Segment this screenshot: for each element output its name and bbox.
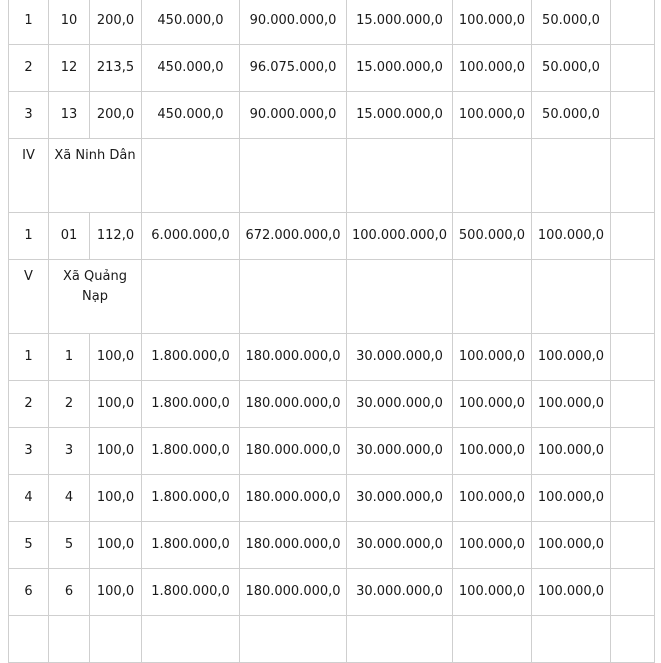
empty-cell [532, 139, 611, 213]
cost-c-cell: 100.000,0 [532, 334, 611, 381]
cost-a-cell: 30.000.000,0 [347, 381, 453, 428]
stt-cell: 3 [9, 428, 49, 475]
total-value-cell [240, 616, 347, 663]
total-value-cell: 180.000.000,0 [240, 334, 347, 381]
unit-price-cell [142, 616, 240, 663]
note-cell [611, 334, 655, 381]
unit-price-cell: 450.000,0 [142, 92, 240, 139]
area-cell: 100,0 [90, 334, 142, 381]
section-row [9, 139, 655, 213]
parcel-no-cell: 5 [49, 522, 90, 569]
parcel-no-cell [49, 616, 90, 663]
empty-cell [453, 260, 532, 334]
empty-cell [240, 260, 347, 334]
table-row [9, 92, 655, 139]
parcel-no-cell: 3 [49, 428, 90, 475]
unit-price-cell: 450.000,0 [142, 45, 240, 92]
land-price-table [8, 0, 655, 663]
total-value-cell: 180.000.000,0 [240, 475, 347, 522]
empty-cell [347, 139, 453, 213]
parcel-no-cell: 10 [49, 0, 90, 45]
empty-cell [532, 260, 611, 334]
total-value-cell: 672.000.000,0 [240, 213, 347, 260]
table-row [9, 522, 655, 569]
unit-price-cell: 450.000,0 [142, 0, 240, 45]
total-value-cell: 180.000.000,0 [240, 569, 347, 616]
total-value-cell: 90.000.000,0 [240, 0, 347, 45]
empty-cell [240, 139, 347, 213]
cost-c-cell: 50.000,0 [532, 45, 611, 92]
stt-cell: 1 [9, 334, 49, 381]
table-row [9, 0, 655, 45]
parcel-no-cell: 13 [49, 92, 90, 139]
empty-cell [142, 139, 240, 213]
empty-cell [453, 139, 532, 213]
cost-a-cell: 30.000.000,0 [347, 334, 453, 381]
total-value-cell: 180.000.000,0 [240, 428, 347, 475]
note-cell [611, 92, 655, 139]
area-cell: 100,0 [90, 381, 142, 428]
empty-cell [347, 260, 453, 334]
parcel-no-cell: 01 [49, 213, 90, 260]
stt-cell: 2 [9, 381, 49, 428]
section-row [9, 260, 655, 334]
empty-cell [611, 260, 655, 334]
empty-cell [611, 139, 655, 213]
stt-cell: 1 [9, 0, 49, 45]
unit-price-cell: 1.800.000,0 [142, 522, 240, 569]
cost-c-cell: 100.000,0 [532, 213, 611, 260]
unit-price-cell: 1.800.000,0 [142, 475, 240, 522]
cost-b-cell: 100.000,0 [453, 92, 532, 139]
stt-cell: 6 [9, 569, 49, 616]
stt-cell [9, 616, 49, 663]
table-row [9, 381, 655, 428]
table-row [9, 213, 655, 260]
cost-c-cell: 100.000,0 [532, 475, 611, 522]
cost-c-cell: 50.000,0 [532, 0, 611, 45]
unit-price-cell: 1.800.000,0 [142, 381, 240, 428]
cost-a-cell: 30.000.000,0 [347, 475, 453, 522]
note-cell [611, 428, 655, 475]
note-cell [611, 569, 655, 616]
stt-cell: 1 [9, 213, 49, 260]
cost-a-cell [347, 616, 453, 663]
cost-a-cell: 30.000.000,0 [347, 428, 453, 475]
parcel-no-cell: 12 [49, 45, 90, 92]
cost-a-cell: 30.000.000,0 [347, 522, 453, 569]
table-row [9, 334, 655, 381]
note-cell [611, 0, 655, 45]
parcel-no-cell: 4 [49, 475, 90, 522]
cost-b-cell: 100.000,0 [453, 0, 532, 45]
area-cell: 100,0 [90, 569, 142, 616]
table-row [9, 569, 655, 616]
cost-b-cell: 100.000,0 [453, 45, 532, 92]
note-cell [611, 475, 655, 522]
cost-a-cell: 15.000.000,0 [347, 0, 453, 45]
unit-price-cell: 6.000.000,0 [142, 213, 240, 260]
table-row [9, 428, 655, 475]
cost-a-cell: 15.000.000,0 [347, 45, 453, 92]
table-body [9, 0, 655, 663]
parcel-no-cell: 6 [49, 569, 90, 616]
total-value-cell: 96.075.000,0 [240, 45, 347, 92]
area-cell: 213,5 [90, 45, 142, 92]
unit-price-cell: 1.800.000,0 [142, 428, 240, 475]
cost-c-cell: 100.000,0 [532, 381, 611, 428]
stt-cell: 2 [9, 45, 49, 92]
note-cell [611, 616, 655, 663]
empty-cell [142, 260, 240, 334]
cost-a-cell: 100.000.000,0 [347, 213, 453, 260]
area-cell [90, 616, 142, 663]
cost-a-cell: 15.000.000,0 [347, 92, 453, 139]
section-name-cell: Xã Quảng Nạp [49, 260, 142, 334]
total-value-cell: 180.000.000,0 [240, 381, 347, 428]
cost-b-cell [453, 616, 532, 663]
cost-b-cell: 100.000,0 [453, 522, 532, 569]
parcel-no-cell: 2 [49, 381, 90, 428]
area-cell: 200,0 [90, 0, 142, 45]
cost-b-cell: 100.000,0 [453, 475, 532, 522]
note-cell [611, 381, 655, 428]
note-cell [611, 213, 655, 260]
table-row [9, 475, 655, 522]
cost-c-cell: 100.000,0 [532, 428, 611, 475]
unit-price-cell: 1.800.000,0 [142, 334, 240, 381]
cost-c-cell: 50.000,0 [532, 92, 611, 139]
section-name-cell: Xã Ninh Dân [49, 139, 142, 213]
stt-cell: 3 [9, 92, 49, 139]
table-row [9, 45, 655, 92]
area-cell: 100,0 [90, 475, 142, 522]
total-value-cell: 90.000.000,0 [240, 92, 347, 139]
area-cell: 200,0 [90, 92, 142, 139]
area-cell: 100,0 [90, 428, 142, 475]
cost-b-cell: 100.000,0 [453, 334, 532, 381]
stt-cell: 4 [9, 475, 49, 522]
parcel-no-cell: 1 [49, 334, 90, 381]
cost-c-cell [532, 616, 611, 663]
area-cell: 112,0 [90, 213, 142, 260]
cost-a-cell: 30.000.000,0 [347, 569, 453, 616]
section-roman-cell: IV [9, 139, 49, 213]
cost-b-cell: 100.000,0 [453, 428, 532, 475]
note-cell [611, 45, 655, 92]
cost-b-cell: 100.000,0 [453, 381, 532, 428]
note-cell [611, 522, 655, 569]
area-cell: 100,0 [90, 522, 142, 569]
cost-b-cell: 100.000,0 [453, 569, 532, 616]
table-row [9, 616, 655, 663]
stt-cell: 5 [9, 522, 49, 569]
cost-b-cell: 500.000,0 [453, 213, 532, 260]
unit-price-cell: 1.800.000,0 [142, 569, 240, 616]
total-value-cell: 180.000.000,0 [240, 522, 347, 569]
cost-c-cell: 100.000,0 [532, 569, 611, 616]
section-roman-cell: V [9, 260, 49, 334]
cost-c-cell: 100.000,0 [532, 522, 611, 569]
